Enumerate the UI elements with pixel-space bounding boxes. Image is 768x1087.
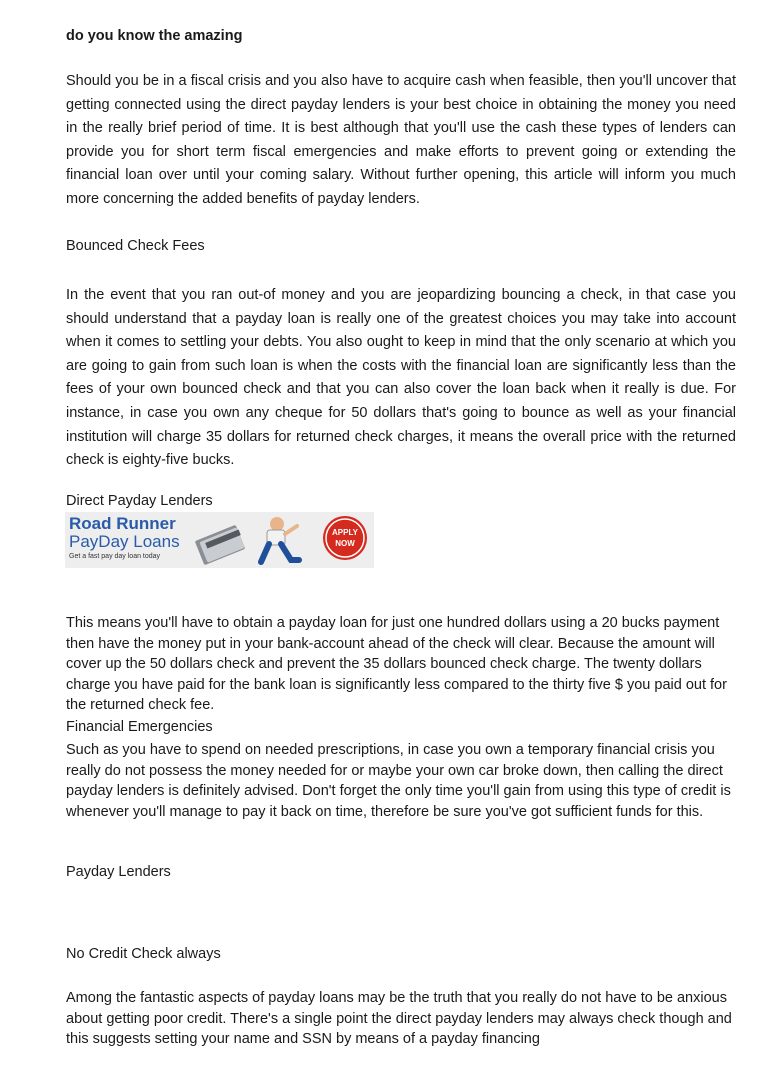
section-heading-bounced-check-fees: Bounced Check Fees (66, 238, 205, 254)
bounced-check-paragraph: In the event that you ran out-of money and you are jeopardizing bouncing a check, in that case you should understand that a payday loan is really one of the greatest choices you may take into account when it comes to settling your debts. You also ought to keep in mind that the only scenario at which you are going to gain from such loan is when the costs with the financial loan are significantly less than the fees of your own bounced check and that you can also cover the loan back when it really is due. For instance, in case you own any cheque for 50 dollars that's going to bounce as well as your financial institution will charge 35 dollars for returned check charges, it means the overall price with the returned check is eighty-five bucks. (66, 287, 736, 469)
section-heading-financial-emergencies: Financial Emergencies (66, 719, 213, 735)
document-title: do you know the amazing (66, 28, 243, 44)
running-man-icon (261, 517, 299, 562)
now-label: NOW (335, 539, 355, 548)
apply-label: APPLY (332, 528, 358, 537)
brand-tagline: Get a fast pay day loan today (69, 553, 161, 560)
road-runner-banner-image (65, 512, 374, 568)
direct-lenders-paragraph: This means you'll have to obtain a payday loan for just one hundred dollars using a 20 bucks payment then have the money put in your bank-account ahead of the check will clear. Because the amount will cover up the 50 dollars check and prevent the 35 dollars bounced check charge. The twenty dollars charge you have paid for the bank loan is significantly less compared to the thirty five $ you paid out for the returned check fee. (66, 615, 727, 713)
intro-paragraph: Should you be in a fiscal crisis and you also have to acquire cash when feasible, then you'll uncover that getting connected using the direct payday lenders is your best choice in obtaining the money you need in the really brief period of time. It is best although that you'll use the cash these types of lenders can provide you for short term fiscal emergencies and make efforts to prevent going or extending the financial loan over until your coming salary. Without further opening, this article will inform you much more concerning the added benefits of payday lenders. (66, 73, 736, 207)
section-heading-no-credit-check: No Credit Check always (66, 946, 221, 962)
apply-now-badge (323, 516, 367, 560)
no-credit-check-paragraph: Among the fantastic aspects of payday loans may be the truth that you really do not have to be anxious about getting poor credit. There's a single point the direct payday lenders may always check though and this suggests setting your name and SSN by means of a payday financing (66, 990, 732, 1047)
brand-line-1: Road Runner (69, 514, 176, 533)
section-heading-direct-payday-lenders: Direct Payday Lenders (66, 493, 213, 509)
brand-line-2: PayDay Loans (69, 532, 180, 551)
section-heading-payday-lenders: Payday Lenders (66, 864, 171, 880)
cards-cheque-icon (195, 525, 246, 566)
financial-emergencies-paragraph: Such as you have to spend on needed prescriptions, in case you own a temporary financial crisis you really do not possess the money needed for or maybe your own car broke down, then calling the direct payday lenders is definitely advised. Don't forget the only time you'll gain from using this type of credit is whenever you'll manage to pay it back on time, therefore be sure you've got sufficient funds for this. (66, 742, 731, 820)
